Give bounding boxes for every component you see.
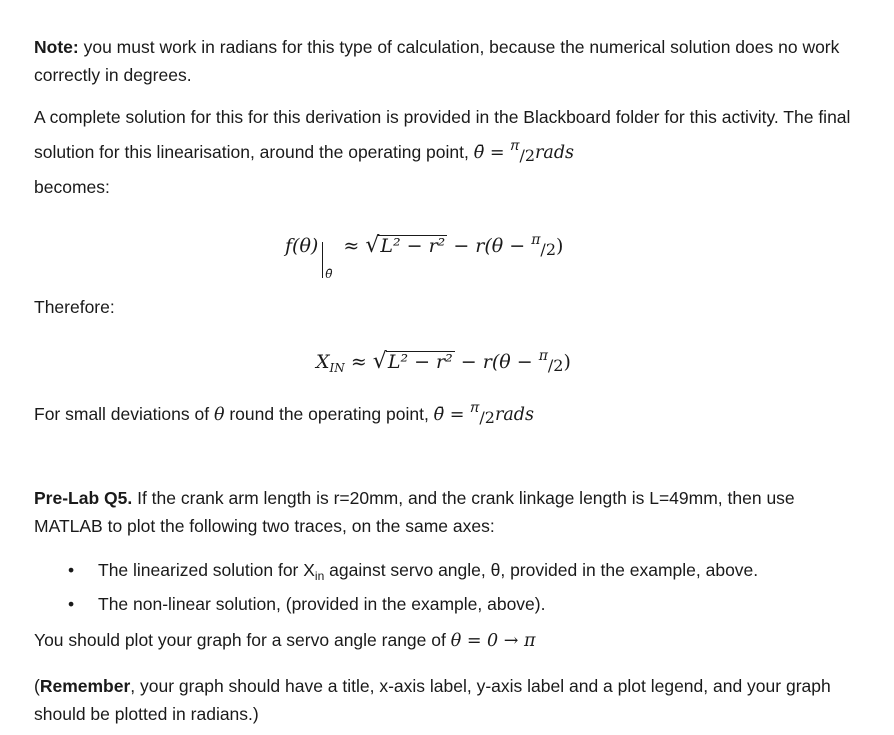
f-theta: f(θ) (285, 235, 319, 257)
bullet-2-text: The non-linear solution, (provided in the example, above). (98, 594, 546, 614)
note-text: you must work in radians for this type of calculation, because the numerical solution does no work correctly in degrees. (34, 37, 840, 85)
operating-point-symbol-2: θ̄ (433, 405, 445, 425)
x-in-base: X (316, 351, 330, 373)
note-label: Note: (34, 37, 79, 57)
bullet-1-text-end: against servo angle, θ, provided in the example, above. (324, 560, 759, 580)
pi-symbol-eq2: π (538, 348, 548, 364)
remember-open-paren: ( (34, 676, 40, 696)
half-fraction: /2 (519, 146, 536, 165)
list-item (34, 590, 864, 618)
solution-text: A complete solution for this for this derivation is provided in the Blackboard folder for this activity. The final solution for this linearisation, around the operating point, (34, 107, 851, 162)
bullet-icon: • (68, 594, 75, 614)
sqrt-body: L² − r² (380, 235, 446, 257)
small-deviations-paragraph (34, 393, 864, 432)
minus-r-term-eq2: − r(θ − (454, 351, 539, 373)
close-paren-eq1: ) (556, 235, 564, 257)
close-paren-eq2: ) (563, 351, 571, 373)
prelab-label: Pre-Lab Q5. (34, 488, 133, 508)
therefore-text: Therefore: (34, 297, 115, 317)
approx-sign-eq2: ≈ (350, 351, 367, 373)
linearisation-equation: f(θ) θ̄ ≈ √L² − r² − r(θ − $^\pi$/2) (285, 226, 563, 278)
sqrt-body-eq2: L² − r² (387, 351, 453, 373)
plot-range-paragraph (34, 626, 864, 655)
half-eq2: /2 (547, 356, 564, 375)
pi-symbol-eq1: π (531, 232, 541, 248)
theta-symbol: θ (213, 405, 225, 425)
bullet-1-text: The linearized solution for X (98, 560, 315, 580)
evaluation-bar (322, 242, 337, 281)
operating-point-symbol: θ̄ (473, 143, 485, 163)
note-paragraph (34, 33, 864, 89)
bullet-icon: • (68, 560, 75, 580)
pi-symbol-2: π (470, 399, 480, 415)
equals-sign: = (484, 143, 511, 163)
range-expression: = 0 → π (461, 631, 536, 651)
bullet-1-subscript: in (314, 569, 325, 583)
solution-paragraph (34, 103, 864, 201)
prelab-text: If the crank arm length is r=20mm, and the crank linkage length is L=49mm, then use MATLAB to plot the following two traces, on the same axes: (34, 488, 795, 536)
remember-text: , your graph should have a title, x-axis label, y-axis label and a plot legend, and your graph should be plotted in radians.) (34, 676, 831, 724)
prelab-paragraph (34, 484, 864, 540)
small-dev-text-2: round the operating point, (224, 404, 434, 424)
trace-list (34, 556, 864, 618)
half-eq1: /2 (540, 240, 556, 259)
xin-equation: $X_{IN} \approx √L^2 - r^2 - r(\theta - ^\pi/2)$ (316, 348, 571, 375)
remember-label: Remember (39, 676, 131, 696)
list-item (34, 556, 864, 590)
eval-theta-bar: θ̄ (325, 267, 333, 281)
half-fraction-2: /2 (479, 408, 495, 427)
theta-range-symbol: θ (450, 631, 462, 651)
plot-range-text: You should plot your graph for a servo angle range of (34, 630, 451, 650)
rads-unit: rads (535, 143, 575, 163)
remember-paragraph (34, 672, 864, 728)
pi-symbol: π (510, 137, 520, 153)
equals-sign-2: = (444, 405, 471, 425)
minus-r-term: − r(θ − (447, 235, 532, 257)
approx-sign: ≈ (343, 235, 360, 257)
x-in-subscript: IN (329, 361, 345, 375)
becomes-text: becomes: (34, 177, 110, 197)
rads-unit-2: rads (494, 405, 534, 425)
small-dev-text-1: For small deviations of (34, 404, 214, 424)
